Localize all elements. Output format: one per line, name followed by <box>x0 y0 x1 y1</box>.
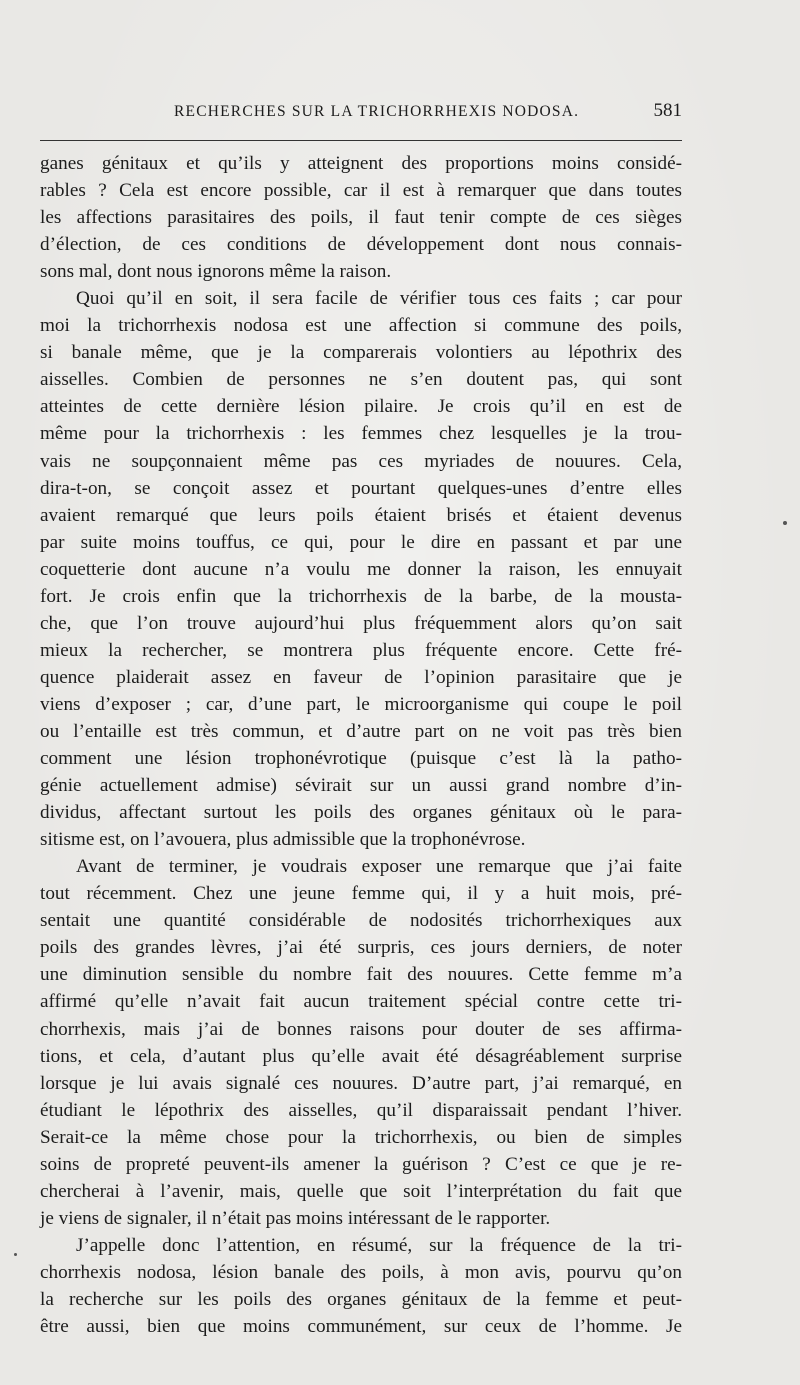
ink-speck <box>14 1253 17 1256</box>
text-line: poils des grandes lèvres, j’ai été surpris, ces jours derniers, de noter <box>40 937 682 959</box>
page-number: 581 <box>653 100 682 121</box>
text-line: tout récemment. Chez une jeune femme qui, il y a huit mois, pré- <box>40 883 682 905</box>
header-rule <box>40 140 682 141</box>
text-line: les affections parasitaires des poils, il faut tenir compte de ces sièges <box>40 207 682 229</box>
text-line: même pour la trichorrhexis : les femmes chez lesquelles je la trou- <box>40 423 682 445</box>
ink-speck <box>783 521 787 525</box>
text-line: Quoi qu’il en soit, il sera facile de vérifier tous ces faits ; car pour <box>76 288 682 310</box>
text-line: fort. Je crois enfin que la trichorrhexis de la barbe, de la mousta- <box>40 585 682 607</box>
text-line: étudiant le lépothrix des aisselles, qu’il disparaissait pendant l’hiver. <box>40 1099 682 1121</box>
text-line: avaient remarqué que leurs poils étaient brisés et étaient devenus <box>40 504 682 526</box>
text-line: une diminution sensible du nombre fait des nouures. Cette femme m’a <box>40 964 682 986</box>
text-line: viens d’exposer ; car, d’une part, le microorganisme qui coupe le poil <box>40 693 682 715</box>
text-line: être aussi, bien que moins communément, sur ceux de l’homme. Je <box>40 1316 682 1338</box>
page-header <box>40 100 682 126</box>
text-line: Serait-ce la même chose pour la trichorrhexis, ou bien de simples <box>40 1126 682 1148</box>
text-line: dividus, affectant surtout les poils des organes génitaux où le para- <box>40 802 682 824</box>
text-line: ou l’entaille est très commun, et d’autre part on ne voit pas très bien <box>40 720 682 742</box>
text-line: sons mal, dont nous ignorons même la raison. <box>40 261 392 283</box>
text-line: comment une lésion trophonévrotique (puisque c’est là la patho- <box>40 748 682 770</box>
text-line: affirmé qu’elle n’avait fait aucun traitement spécial contre cette tri- <box>40 991 682 1013</box>
text-line: dira-t-on, se conçoit assez et pourtant quelques-unes d’entre elles <box>40 477 682 499</box>
text-line: ganes génitaux et qu’ils y atteignent des proportions moins considé- <box>40 153 682 174</box>
text-line: d’élection, de ces conditions de développement dont nous connais- <box>40 234 682 256</box>
text-line: lorsque je lui avais signalé ces nouures. D’autre part, j’ai remarqué, en <box>40 1072 682 1094</box>
text-line: che, que l’on trouve aujourd’hui plus fréquemment alors qu’on sait <box>40 612 682 634</box>
text-line: tions, et cela, d’autant plus qu’elle avait été désagréablement surprise <box>40 1045 682 1067</box>
text-line: sentait une quantité considérable de nodosités trichorrhexiques aux <box>40 910 682 932</box>
text-line: vais ne soupçonnaient même pas ces myriades de nouures. Cela, <box>40 450 682 472</box>
text-line: sitisme est, on l’avouera, plus admissible que la trophonévrose. <box>40 829 526 851</box>
text-line: si banale même, que je la comparerais volontiers au lépothrix des <box>40 342 682 364</box>
text-line: rables ? Cela est encore possible, car il est à remarquer que dans toutes <box>40 180 682 202</box>
running-title: RECHERCHES SUR LA TRICHORRHEXIS NODOSA. <box>174 103 580 120</box>
text-line: Avant de terminer, je voudrais exposer une remarque que j’ai faite <box>76 856 682 878</box>
text-line: je viens de signaler, il n’était pas moins intéressant de le rapporter. <box>40 1207 551 1229</box>
text-line: soins de propreté peuvent-ils amener la guérison ? C’est ce que je re- <box>40 1153 682 1175</box>
text-line: génie actuellement admise) sévirait sur un aussi grand nombre d’in- <box>40 775 682 797</box>
text-line: atteintes de cette dernière lésion pilaire. Je crois qu’il en est de <box>40 396 682 418</box>
text-line: chorrhexis, mais j’ai de bonnes raisons pour douter de ses affirma- <box>40 1018 682 1040</box>
body-text <box>40 150 682 1340</box>
text-line: par suite moins touffus, ce qui, pour le dire en passant et par une <box>40 531 682 553</box>
text-line: coquetterie dont aucune n’a voulu me donner la raison, les ennuyait <box>40 558 682 580</box>
text-line: mieux la rechercher, se montrera plus fréquente encore. Cette fré- <box>40 639 682 661</box>
text-line: J’appelle donc l’attention, en résumé, sur la fréquence de la tri- <box>76 1234 682 1256</box>
text-line: la recherche sur les poils des organes génitaux de la femme et peut- <box>40 1288 682 1310</box>
text-line: aisselles. Combien de personnes ne s’en doutent pas, qui sont <box>40 369 682 391</box>
text-line: chorrhexis nodosa, lésion banale des poils, à mon avis, pourvu qu’on <box>40 1261 682 1283</box>
text-line: chercherai à l’avenir, mais, quelle que soit l’interprétation du fait que <box>40 1180 682 1202</box>
text-line: moi la trichorrhexis nodosa est une affection si commune des poils, <box>40 315 682 337</box>
text-line: quence plaiderait assez en faveur de l’opinion parasitaire que je <box>40 666 682 688</box>
